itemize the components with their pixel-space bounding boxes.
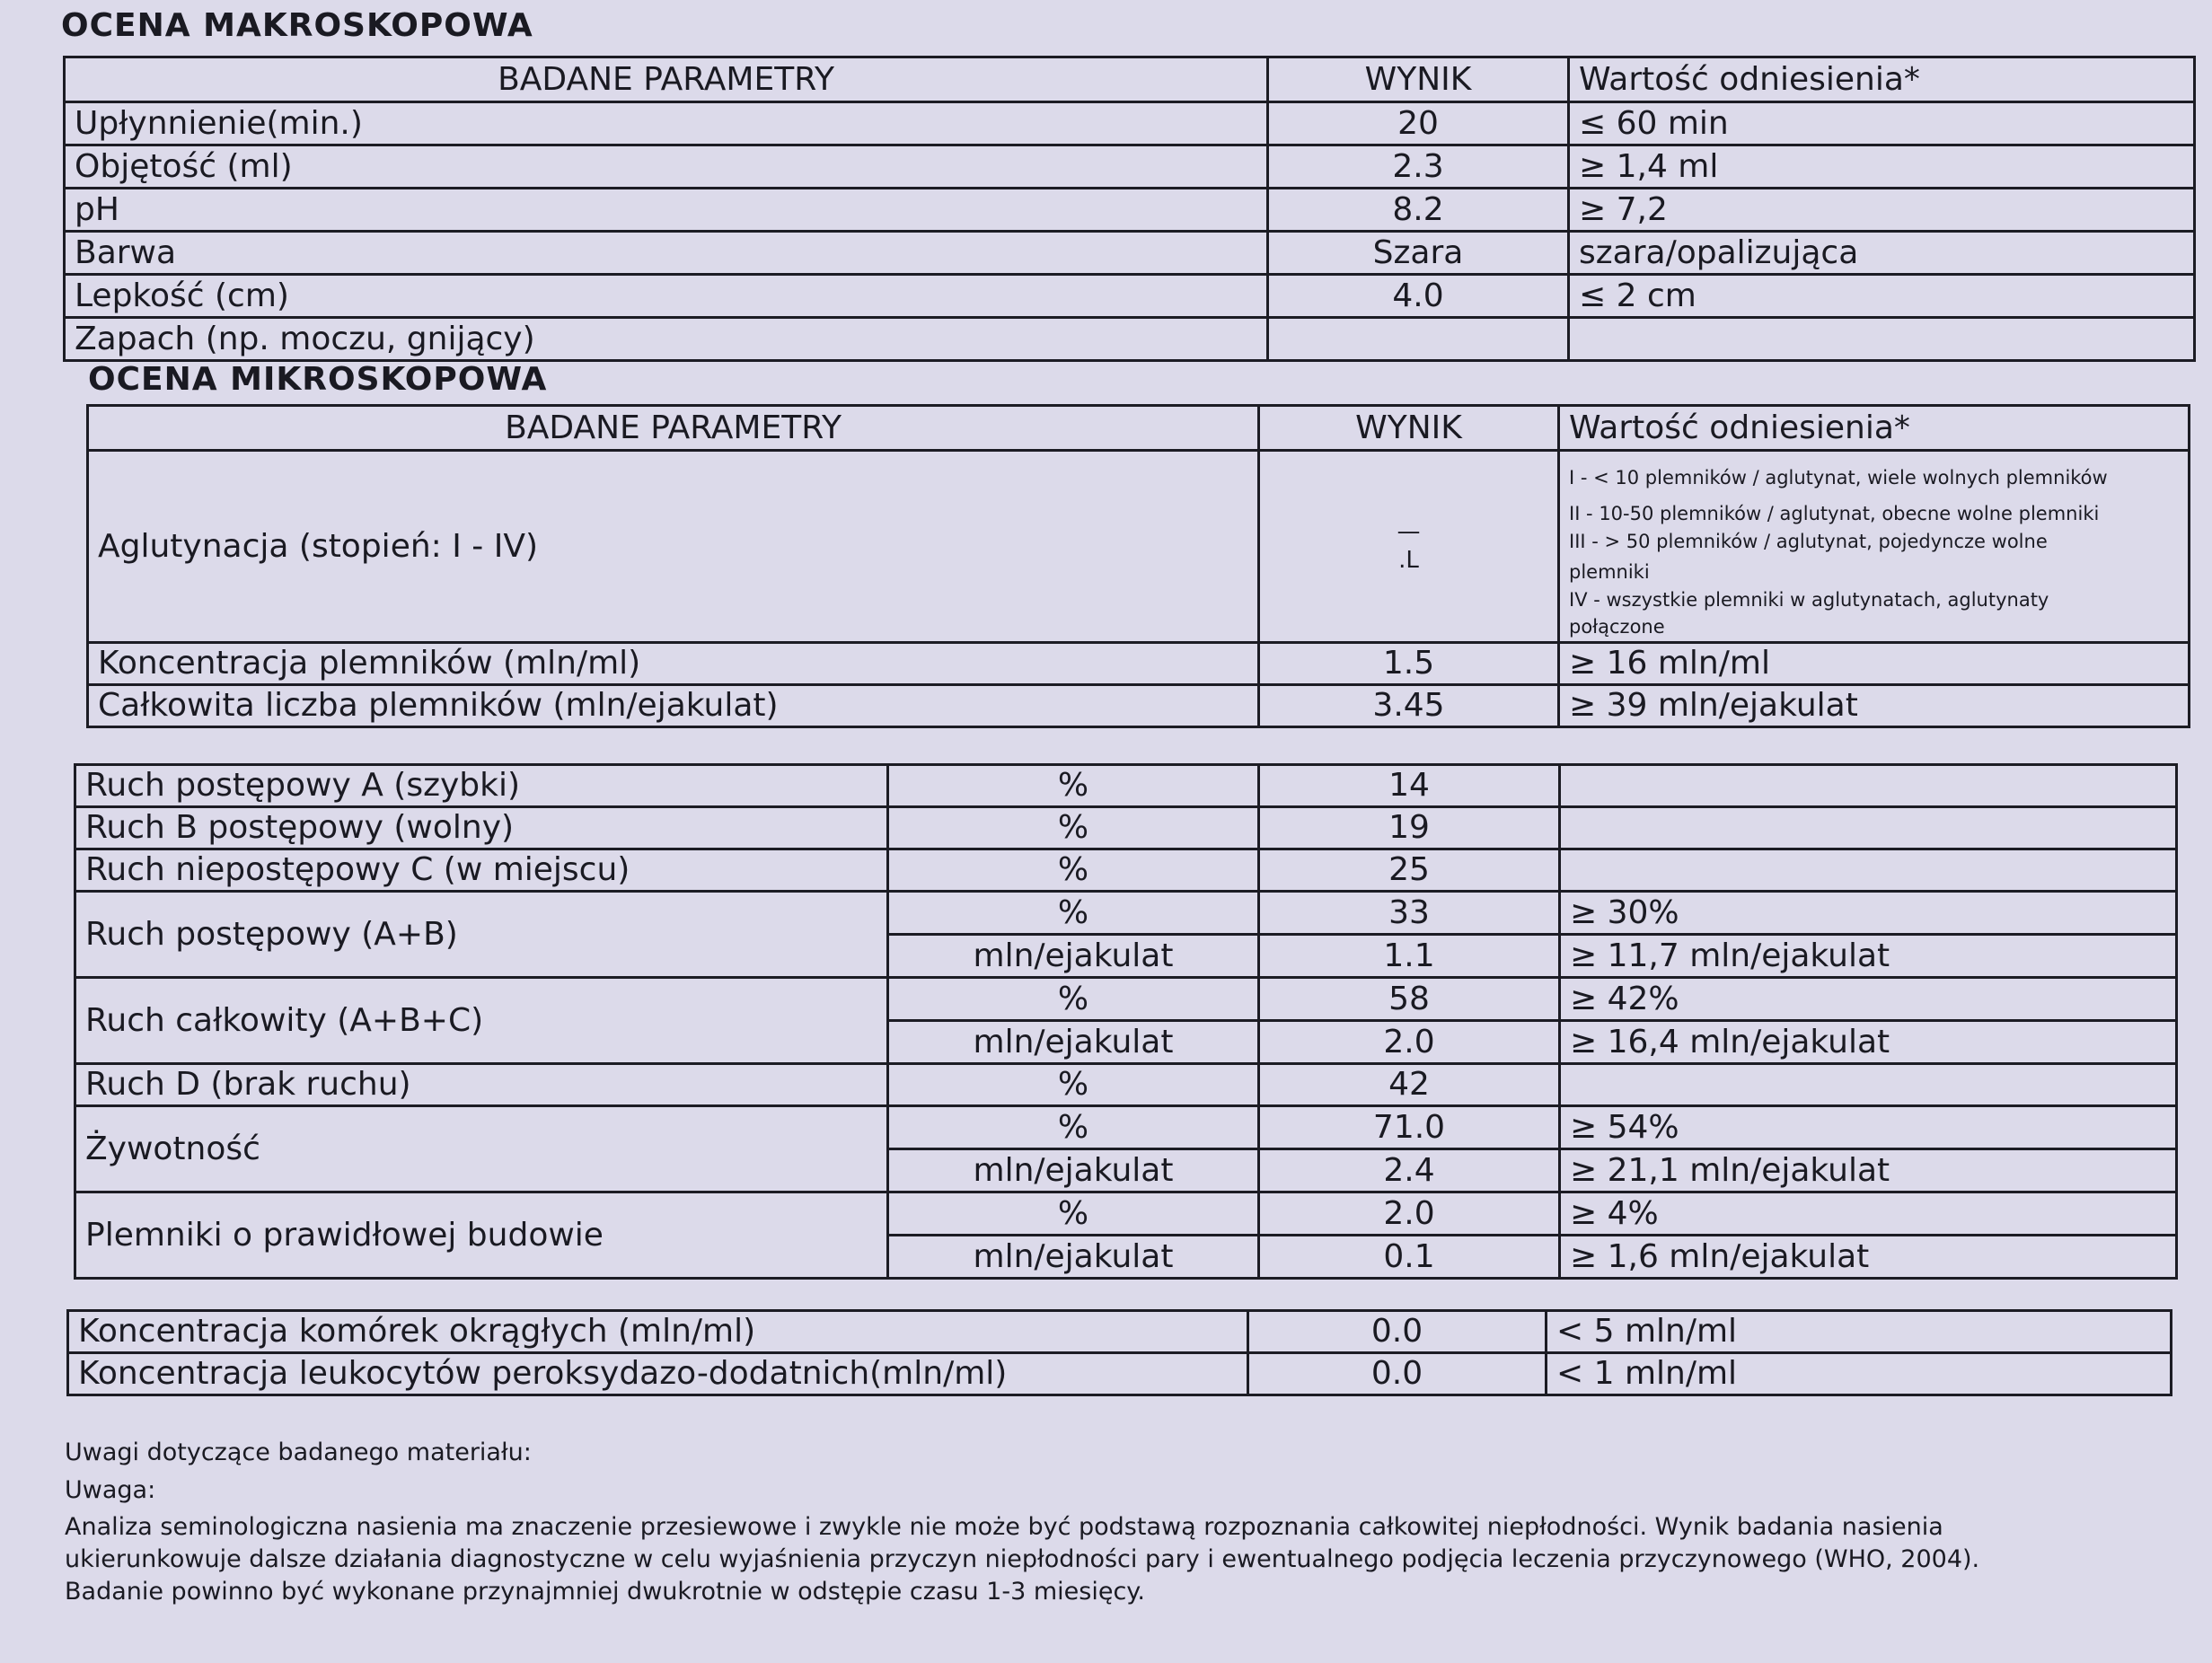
ref-cell: ≥ 16 mln/ml [1559,643,2190,685]
result-cell: 0.0 [1248,1311,1547,1353]
result-cell: 20 [1268,102,1569,145]
param-cell: Koncentracja komórek okrągłych (mln/ml) [68,1311,1248,1353]
table-row [75,1106,2177,1149]
table-row [75,978,2177,1021]
param-cell: Koncentracja leukocytów peroksydazo-dodatnich(mln/ml) [68,1353,1248,1395]
param-cell: Ruch D (brak ruchu) [75,1064,888,1106]
table-row [65,102,2195,145]
result-cell: 71.0 [1259,1106,1560,1149]
ref-cell [1560,1064,2177,1106]
param-cell: Żywotność [75,1106,888,1192]
ref-cell [1560,807,2177,849]
ref-cell [1560,765,2177,807]
table-row [88,643,2190,685]
table-row [75,1064,2177,1106]
ref-cell: ≥ 42% [1560,978,2177,1021]
result-cell: 2.3 [1268,145,1569,189]
table-row [88,451,2190,643]
param-cell: Ruch postępowy A (szybki) [75,765,888,807]
table-row [65,189,2195,232]
ref-cell: ≤ 60 min [1569,102,2195,145]
unit-cell: % [888,978,1259,1021]
result-cell: 4.0 [1268,275,1569,318]
param-cell: Koncentracja plemników (mln/ml) [88,643,1259,685]
result-cell: 3.45 [1259,685,1559,727]
table-row [65,275,2195,318]
result-cell: 2.0 [1259,1021,1560,1064]
macro-header-param: BADANE PARAMETRY [65,57,1268,102]
micro-header-result: WYNIK [1259,406,1559,451]
param-cell: Ruch B postępowy (wolny) [75,807,888,849]
unit-cell: mln/ejakulat [888,1021,1259,1064]
result-cell: 25 [1259,849,1560,892]
param-cell: Plemniki o prawidłowej budowie [75,1192,888,1279]
ref-cell: ≥ 39 mln/ejakulat [1559,685,2190,727]
param-cell: Ruch całkowity (A+B+C) [75,978,888,1064]
unit-cell: % [888,1106,1259,1149]
ref-cell: szara/opalizująca [1569,232,2195,275]
param-cell: Objętość (ml) [65,145,1268,189]
param-cell: Całkowita liczba plemników (mln/ejakulat) [88,685,1259,727]
unit-cell: mln/ejakulat [888,935,1259,978]
ref-line: plemniki [1569,561,1650,584]
result-cell: 14 [1259,765,1560,807]
unit-cell: mln/ejakulat [888,1149,1259,1192]
ref-cell: ≥ 1,6 mln/ejakulat [1560,1236,2177,1279]
unit-cell: % [888,892,1259,935]
notes-text-line: Analiza seminologiczna nasienia ma znaczenie przesiewowe i zwykle nie może być podstawą rozpoznania całkowitej niepłodności. Wynik badania nasienia [65,1513,1943,1542]
result-cell: 1.1 [1259,935,1560,978]
ref-line: II - 10-50 plemników / aglutynat, obecne wolne plemniki [1569,503,2100,525]
motility-table [74,763,2178,1280]
table-row [75,849,2177,892]
notes-text-line: ukierunkowuje dalsze działania diagnostyczne w celu wyjaśnienia przyczyn niepłodności pary i ewentualnego podjęcia leczenia przyczynowego (WHO, 2004). [65,1544,1980,1573]
ref-cell: ≥ 4% [1560,1192,2177,1236]
notes-remarks-label: Uwagi dotyczące badanego materiału: [65,1439,532,1466]
agglutination-ref [1559,451,2190,643]
cells-table [66,1309,2172,1396]
unit-cell: mln/ejakulat [888,1236,1259,1279]
unit-cell: % [888,1192,1259,1236]
result-cell: 1.5 [1259,643,1559,685]
param-cell: Barwa [65,232,1268,275]
ref-cell [1569,318,2195,361]
ref-cell: ≥ 16,4 mln/ejakulat [1560,1021,2177,1064]
result-cell: Szara [1268,232,1569,275]
ref-cell: ≥ 21,1 mln/ejakulat [1560,1149,2177,1192]
macro-header-ref: Wartość odniesienia* [1569,57,2195,102]
result-cell: 2.0 [1259,1192,1560,1236]
ref-cell: ≤ 2 cm [1569,275,2195,318]
result-cell: 0.0 [1248,1353,1547,1395]
notes-text-line: Badanie powinno być wykonane przynajmniej dwukrotnie w odstępie czasu 1-3 miesięcy. [65,1577,1146,1606]
ref-line: I - < 10 plemników / aglutynat, wiele wolnych plemników [1569,467,2108,488]
table-row [65,318,2195,361]
ref-line: IV - wszystkie plemniki w aglutynatach, aglutynaty [1569,588,2049,611]
micro-table [86,404,2190,728]
ref-line: połączone [1569,616,1665,638]
ref-cell: ≥ 54% [1560,1106,2177,1149]
result-cell: 58 [1259,978,1560,1021]
ref-cell: ≥ 30% [1560,892,2177,935]
unit-cell: % [888,765,1259,807]
table-row [75,765,2177,807]
ref-cell: ≥ 1,4 ml [1569,145,2195,189]
param-cell: Upłynnienie(min.) [65,102,1268,145]
param-cell: Ruch postępowy (A+B) [75,892,888,978]
macro-header-result: WYNIK [1268,57,1569,102]
macro-table [63,56,2196,362]
agglutination-param: Aglutynacja (stopień: I - IV) [88,451,1259,643]
param-cell: Lepkość (cm) [65,275,1268,318]
notes-block [65,1437,1979,1607]
ref-cell: < 5 mln/ml [1547,1311,2172,1353]
result-cell: 33 [1259,892,1560,935]
micro-header-ref: Wartość odniesienia* [1559,406,2190,451]
micro-header-param: BADANE PARAMETRY [88,406,1259,451]
table-row [68,1353,2172,1395]
table-row [75,807,2177,849]
result-cell: 42 [1259,1064,1560,1106]
unit-cell: % [888,1064,1259,1106]
param-cell: Ruch niepostępowy C (w miejscu) [75,849,888,892]
micro-section-title: OCENA MIKROSKOPOWA [88,361,548,398]
agglutination-result: — .L [1259,451,1559,643]
table-row [88,685,2190,727]
result-cell: 8.2 [1268,189,1569,232]
ref-cell: < 1 mln/ml [1547,1353,2172,1395]
table-row [75,892,2177,935]
param-cell: Zapach (np. moczu, gnijący) [65,318,1268,361]
result-cell: 2.4 [1259,1149,1560,1192]
ref-cell: ≥ 7,2 [1569,189,2195,232]
result-cell: 19 [1259,807,1560,849]
result-cell: 0.1 [1259,1236,1560,1279]
table-row [68,1311,2172,1353]
unit-cell: % [888,849,1259,892]
ref-cell: ≥ 11,7 mln/ejakulat [1560,935,2177,978]
notes-attention-label: Uwaga: [65,1475,156,1504]
unit-cell: % [888,807,1259,849]
macro-section-title: OCENA MAKROSKOPOWA [61,7,533,44]
ref-line: III - > 50 plemników / aglutynat, pojedyncze wolne [1569,530,2048,552]
result-cell [1268,318,1569,361]
table-row [75,1192,2177,1236]
table-row [65,145,2195,189]
param-cell: pH [65,189,1268,232]
ref-cell [1560,849,2177,892]
table-row [65,232,2195,275]
